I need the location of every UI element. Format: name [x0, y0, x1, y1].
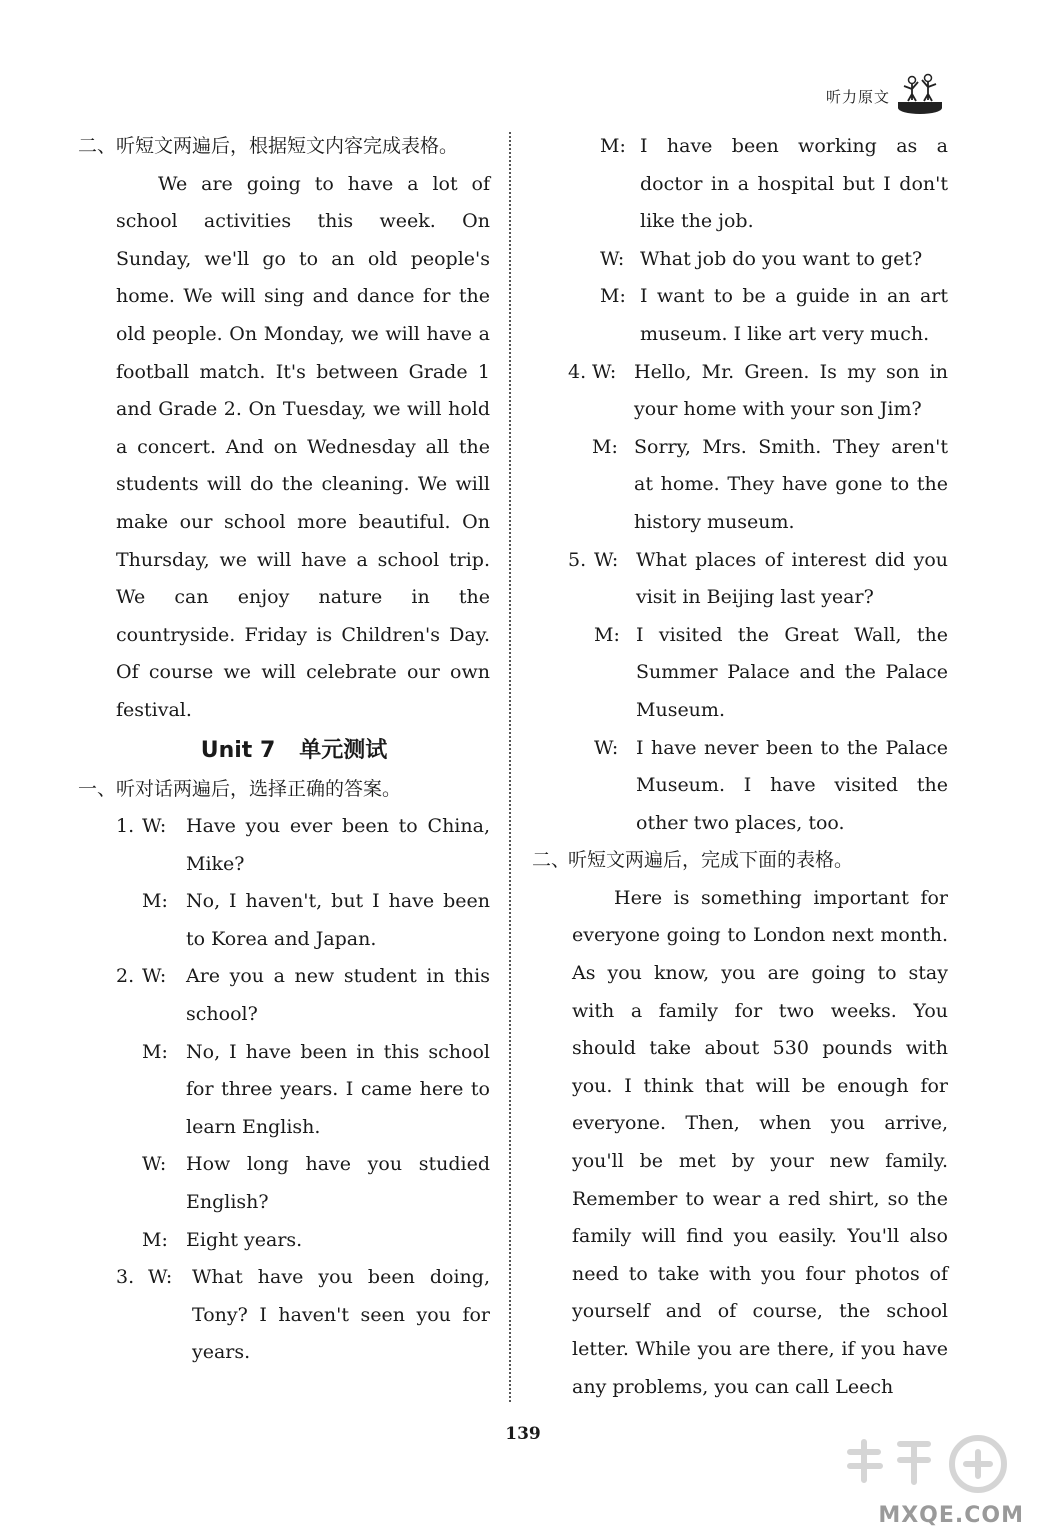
passage-text: We are going to have a lot of school activities this week. On Sunday, we'll go to an old people's home. We will sing and dance for the old people. On Monday, we will have a football match. It's between Grade 1 and Grade 2. On Tuesday, we will hold a concert. And on Wednesday all the students will do the cleaning. We will make our school more beautiful. On Thursday, we will have a school trip. We can enjoy nature in the countryside. Friday is Children's Day. Of course we will celebrate our own festival.: [116, 172, 490, 721]
dialogue-number: 2.: [116, 965, 135, 988]
page-number: 139: [505, 1424, 541, 1444]
dialogue-text: Eight years.: [186, 1228, 303, 1251]
dialogue-line: [536, 617, 948, 730]
section-1-heading: [78, 771, 490, 809]
speaker-label: W:: [142, 815, 167, 838]
dialogue-text: Sorry, Mrs. Smith. They aren't at home. They have gone to the history museum.: [634, 435, 948, 533]
speaker-label: W:: [142, 1153, 167, 1176]
dialogue-number: 5.: [568, 548, 587, 571]
dialogue-text: What have you been doing, Tony? I haven't seen you for years.: [192, 1266, 490, 1364]
section-number: 一、: [78, 777, 117, 800]
section-2-heading: [532, 842, 948, 880]
dialogue-number: 1.: [116, 815, 135, 838]
watermark-text: MXQE.COM: [878, 1503, 1024, 1528]
dialogue-line: [536, 354, 948, 429]
dialogue-line: [78, 958, 490, 1033]
speaker-label: M:: [142, 1040, 168, 1063]
speaker-label: W:: [148, 1266, 173, 1289]
dialogue-text: No, I haven't, but I have been to Korea and Japan.: [186, 890, 490, 950]
speaker-label: M:: [600, 135, 626, 157]
speaker-label: W:: [142, 965, 167, 988]
dialogue-line: [78, 1259, 490, 1372]
dialogue-number: 4.: [568, 360, 587, 383]
section-heading-text: 听对话两遍后，选择正确的答案。: [116, 777, 402, 800]
dialogue-line: [78, 1034, 490, 1147]
dialogue-text: How long have you studied English?: [186, 1153, 490, 1214]
speaker-label: M:: [600, 285, 626, 308]
dialogue-line: [78, 1146, 490, 1221]
dialogue-text: Have you ever been to China, Mike?: [186, 815, 490, 875]
dialogue-text: I have been working as a doctor in a hospital but I don't like the job.: [640, 135, 948, 233]
section-heading-text: 听短文两遍后，完成下面的表格。: [568, 849, 854, 872]
dialogue-text: What job do you want to get?: [640, 247, 923, 270]
column-divider: [509, 132, 511, 1402]
dialogue-line: [78, 1222, 490, 1260]
left-column: [78, 128, 490, 1372]
dialogue-line: [536, 241, 948, 279]
unit-label: 单元测试: [299, 737, 388, 763]
speaker-label: W:: [592, 360, 617, 383]
dialogue-number: 3.: [116, 1266, 135, 1289]
section-number: 二、: [78, 135, 117, 157]
dialogue-text: What places of interest did you visit in Beijing last year?: [636, 548, 948, 609]
section-heading-text: 听短文两遍后，根据短文内容完成表格。: [116, 135, 459, 157]
dialogue-line: [536, 278, 948, 353]
speaker-label: M:: [142, 1228, 168, 1251]
dialogue-line: [536, 730, 948, 843]
dialogue-line: [536, 542, 948, 617]
speaker-label: W:: [600, 247, 625, 270]
passage-text: Here is something important for everyone going to London next month. As you know, you are going to stay with a family for two weeks. You should take about 530 pounds with you. I think that will be enough for everyone. Then, when you arrive, you'll be met by your new family. Remember to wear a red shirt, so the family will find you easily. You'll also need to take with you four photos of yourself and of course, the school letter. While you are there, if you have any problems, you can call Leech: [572, 886, 948, 1398]
dialogue-text: Hello, Mr. Green. Is my son in your home with your son Jim?: [634, 360, 948, 421]
unit-number: Unit 7: [200, 737, 276, 763]
unit-title: [78, 731, 490, 771]
speaker-label: M:: [142, 890, 168, 913]
dialogue-text: I want to be a guide in an art museum. I like art very much.: [640, 285, 948, 345]
dialogue-text: Are you a new student in this school?: [186, 965, 490, 1026]
speaker-label: M:: [594, 623, 620, 646]
dialogue-line: [78, 808, 490, 883]
right-column: [532, 128, 948, 1406]
dialogue-line: [536, 429, 948, 542]
section-2-heading: [78, 128, 490, 166]
dialogue-line: [536, 128, 948, 241]
section-number: 二、: [532, 849, 571, 872]
dialogue-text: I have never been to the Palace Museum. I have visited the other two places, too.: [636, 736, 948, 834]
dialogue-text: No, I have been in this school for three years. I came here to learn English.: [186, 1040, 490, 1138]
people-on-podium-icon: [896, 72, 944, 116]
section-label: 听力原文: [826, 88, 891, 106]
dialogue-line: [78, 883, 490, 958]
speaker-label: W:: [594, 548, 619, 571]
dialogue-text: I visited the Great Wall, the Summer Palace and the Palace Museum.: [636, 623, 948, 721]
speaker-label: M:: [592, 435, 618, 458]
speaker-label: W:: [594, 736, 619, 759]
